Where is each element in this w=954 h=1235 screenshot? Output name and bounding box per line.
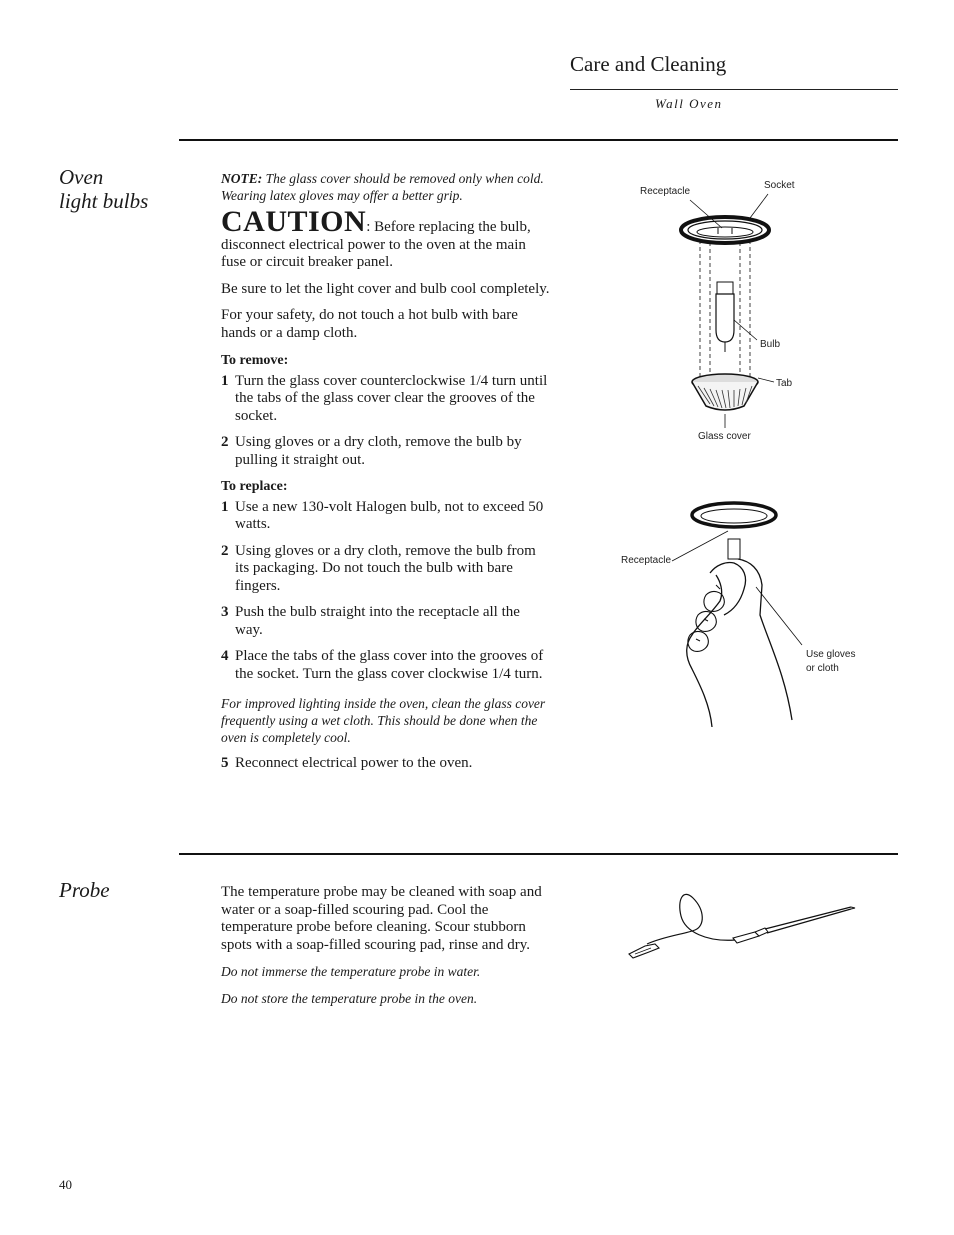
step-number: 5 [221,755,229,771]
step-text: Turn the glass cover counterclockwise 1/4 turn until the tabs of the glass cover clear the grooves of the socket. [235,372,548,424]
page-number: 40 [59,1177,72,1192]
note-paragraph [221,170,551,204]
remove-heading: To remove: [221,353,289,368]
step-text: Using gloves or a dry cloth, remove the bulb by pulling it straight out. [235,434,522,468]
section-divider-probe [179,853,898,855]
step-number: 3 [221,604,229,620]
replace-step [221,648,551,683]
bulb-assembly-illustration [600,170,900,460]
label-tab: Tab [776,378,793,389]
cool-paragraph: Be sure to let the light cover and bulb cool completely. [221,280,550,297]
step-text: Push the bulb straight into the receptacle all the way. [235,604,520,638]
label-receptacle: Receptacle [640,186,691,197]
reconnect-step [221,755,551,773]
temperature-probe-illustration [625,880,860,965]
note-text: The glass cover should be removed only when cold. Wearing latex gloves may offer a better grip. [221,171,544,203]
replace-step [221,499,551,534]
step-text: Using gloves or a dry cloth, remove the bulb from its packaging. Do not touch the bulb with bare fingers. [235,542,536,594]
label-glass-cover: Glass cover [698,431,751,442]
section-title-line1: Oven [59,165,104,189]
hand-bulb-illustration [620,495,900,735]
caution-heading: CAUTION [221,205,367,238]
label-socket: Socket [764,180,795,191]
oven-instructions [221,170,551,782]
label-bulb: Bulb [760,339,781,350]
step-text: Reconnect electrical power to the oven. [235,755,473,771]
remove-step [221,373,551,426]
step-text: Use a new 130-volt Halogen bulb, not to exceed 50 watts. [235,498,544,532]
probe-note-immerse: Do not immerse the temperature probe in water. [221,964,481,979]
caution-text: : Before replacing the bulb, disconnect electrical power to the oven at the main fuse or circuit breaker panel. [221,219,531,270]
step-number: 2 [221,542,229,559]
header-divider [570,89,898,90]
page-header-title: Care and Cleaning [570,52,727,76]
probe-instructions [221,884,551,1007]
step-number: 1 [221,498,229,515]
caution-paragraph [221,205,551,272]
label-use-gloves [806,648,855,676]
cleaning-note: For improved lighting inside the oven, clean the glass cover frequently using a wet cloth. This should be done when the oven is completely cool. [221,696,546,745]
section-title-line2: light bulbs [59,189,149,213]
step-text: Place the tabs of the glass cover into the grooves of the socket. Turn the glass cover clockwise 1/4 turn. [235,648,544,682]
section-divider-oven [179,139,898,141]
step-number: 4 [221,648,229,664]
safety-paragraph: For your safety, do not touch a hot bulb with bare hands or a damp cloth. [221,307,518,341]
label-use-gloves-line2: or cloth [806,663,839,674]
step-number: 2 [221,434,229,450]
label-use-gloves-line1: Use gloves [806,649,856,660]
replace-step [221,543,551,596]
step-number: 1 [221,372,229,389]
section-title-oven-light-bulbs [59,165,148,213]
remove-step [221,434,551,469]
page-header-subtitle: Wall Oven [655,96,723,111]
probe-note-store: Do not store the temperature probe in the oven. [221,991,478,1006]
note-label: NOTE: [221,171,263,186]
section-title-probe: Probe [59,878,110,902]
replace-step [221,604,551,639]
replace-heading: To replace: [221,479,288,494]
label-receptacle-2: Receptacle [621,555,672,566]
probe-paragraph: The temperature probe may be cleaned with soap and water or a soap-filled scouring pad. Cool the temperature probe before cleaning. Scour stubborn spots with a soap-filled scouring pad, rinse and dry. [221,884,542,953]
